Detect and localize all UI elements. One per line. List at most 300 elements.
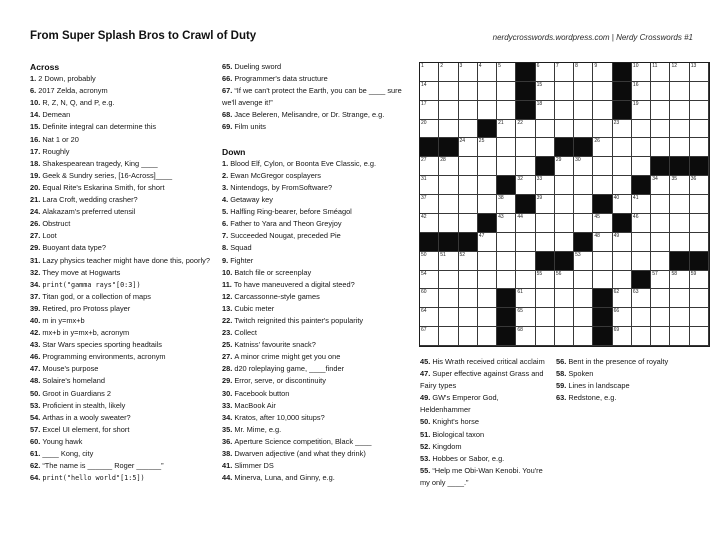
clue-across-61 bbox=[30, 448, 216, 460]
clue-down-55 bbox=[420, 465, 550, 489]
grid-cell[interactable] bbox=[555, 271, 574, 290]
grid-cell[interactable] bbox=[536, 82, 555, 101]
grid-cell[interactable] bbox=[670, 327, 689, 346]
grid-cell[interactable] bbox=[420, 308, 439, 327]
grid-cell[interactable] bbox=[497, 233, 516, 252]
grid-cell[interactable] bbox=[459, 289, 478, 308]
grid-cell[interactable] bbox=[574, 308, 593, 327]
grid-cell[interactable] bbox=[516, 252, 535, 271]
grid-cell[interactable] bbox=[459, 63, 478, 82]
clue-down-23 bbox=[222, 327, 414, 339]
grid-cell[interactable] bbox=[555, 120, 574, 139]
clue-number: 58. bbox=[556, 369, 569, 379]
grid-cell-number: 61 bbox=[517, 289, 523, 296]
grid-cell[interactable] bbox=[459, 157, 478, 176]
clue-down-1 bbox=[222, 158, 414, 170]
clue-text: Equal Rite's Eskarina Smith, for short bbox=[42, 182, 165, 192]
grid-cell[interactable] bbox=[555, 233, 574, 252]
grid-cell[interactable] bbox=[632, 101, 651, 120]
grid-cell[interactable] bbox=[670, 233, 689, 252]
clue-number: 60. bbox=[30, 436, 43, 446]
grid-cell[interactable] bbox=[574, 214, 593, 233]
grid-cell-black bbox=[497, 289, 516, 308]
grid-cell-number: 53 bbox=[575, 251, 581, 258]
grid-cell-black bbox=[555, 252, 574, 271]
grid-cell[interactable] bbox=[632, 214, 651, 233]
clue-number: 53. bbox=[420, 453, 433, 463]
grid-cell[interactable] bbox=[593, 214, 612, 233]
grid-cell[interactable] bbox=[670, 214, 689, 233]
grid-cell[interactable] bbox=[459, 214, 478, 233]
clue-number: 50. bbox=[420, 417, 433, 427]
grid-cell[interactable] bbox=[478, 101, 497, 120]
clue-number: 1. bbox=[30, 74, 39, 84]
clue-text: Facebook button bbox=[234, 388, 290, 398]
grid-cell[interactable] bbox=[478, 138, 497, 157]
grid-cell[interactable] bbox=[574, 252, 593, 271]
grid-cell-number: 63 bbox=[632, 289, 639, 296]
clue-text: Halfling Ring-bearer, before Sméagol bbox=[230, 207, 352, 217]
clue-number: 33. bbox=[222, 400, 235, 410]
grid-cell[interactable] bbox=[555, 289, 574, 308]
clue-text: print("gamma rays"[0:3]) bbox=[42, 280, 141, 289]
clue-text: Kratos, after 10,000 situps? bbox=[234, 412, 325, 422]
clue-text: Spoken bbox=[568, 369, 594, 379]
grid-cell[interactable] bbox=[690, 138, 709, 157]
grid-cell-black bbox=[651, 157, 670, 176]
grid-cell[interactable] bbox=[613, 289, 632, 308]
grid-cell[interactable] bbox=[651, 233, 670, 252]
grid-cell[interactable] bbox=[613, 233, 632, 252]
grid-cell[interactable] bbox=[536, 101, 555, 120]
grid-cell[interactable] bbox=[613, 138, 632, 157]
clue-number: 63. bbox=[556, 393, 569, 403]
clue-number: 28. bbox=[222, 364, 235, 374]
grid-cell[interactable] bbox=[516, 214, 535, 233]
grid-cell-number: 66 bbox=[613, 308, 620, 315]
grid-cell[interactable] bbox=[690, 327, 709, 346]
grid-cell[interactable] bbox=[497, 101, 516, 120]
grid-cell[interactable] bbox=[497, 214, 516, 233]
clue-across-32 bbox=[30, 267, 216, 279]
clue-number: 64. bbox=[30, 473, 43, 483]
grid-cell[interactable] bbox=[555, 82, 574, 101]
grid-cell[interactable] bbox=[593, 252, 612, 271]
clue-number: 11. bbox=[222, 279, 234, 289]
clue-down-10 bbox=[222, 267, 414, 279]
grid-cell[interactable] bbox=[439, 327, 458, 346]
grid-cell[interactable] bbox=[497, 138, 516, 157]
clue-text: Definite integral can determine this bbox=[42, 122, 157, 132]
grid-cell-number: 56 bbox=[555, 270, 562, 277]
grid-cell[interactable] bbox=[420, 120, 439, 139]
grid-cell[interactable] bbox=[420, 176, 439, 195]
grid-cell[interactable] bbox=[670, 120, 689, 139]
grid-cell[interactable] bbox=[420, 82, 439, 101]
grid-cell[interactable] bbox=[555, 176, 574, 195]
grid-cell[interactable] bbox=[574, 327, 593, 346]
clue-text: Collect bbox=[234, 328, 257, 338]
grid-cell[interactable] bbox=[690, 233, 709, 252]
clue-across-42 bbox=[30, 327, 216, 339]
grid-cell[interactable] bbox=[459, 271, 478, 290]
grid-cell[interactable] bbox=[690, 195, 709, 214]
grid-cell[interactable] bbox=[593, 82, 612, 101]
grid-cell-black bbox=[632, 176, 651, 195]
grid-cell[interactable] bbox=[516, 289, 535, 308]
grid-cell[interactable] bbox=[439, 120, 458, 139]
clue-text: Bent in the presence of royalty bbox=[568, 357, 669, 366]
grid-cell[interactable] bbox=[613, 327, 632, 346]
grid-cell[interactable] bbox=[670, 101, 689, 120]
grid-cell[interactable] bbox=[536, 308, 555, 327]
grid-cell[interactable] bbox=[420, 101, 439, 120]
clue-down-7 bbox=[222, 230, 414, 242]
grid-cell[interactable] bbox=[459, 195, 478, 214]
grid-cell-number: 4 bbox=[478, 63, 482, 69]
grid-cell[interactable] bbox=[478, 233, 497, 252]
grid-cell[interactable] bbox=[574, 195, 593, 214]
clue-down-56 bbox=[556, 356, 714, 368]
grid-cell[interactable] bbox=[613, 308, 632, 327]
grid-cell[interactable] bbox=[478, 308, 497, 327]
grid-cell-black bbox=[459, 233, 478, 252]
grid-cell[interactable] bbox=[439, 195, 458, 214]
clue-down-12 bbox=[222, 291, 414, 303]
grid-cell[interactable] bbox=[536, 195, 555, 214]
clue-number: 34. bbox=[30, 279, 43, 289]
grid-cell[interactable] bbox=[574, 157, 593, 176]
clue-number: 8. bbox=[222, 243, 231, 253]
grid-cell[interactable] bbox=[478, 195, 497, 214]
grid-cell[interactable] bbox=[690, 271, 709, 290]
grid-cell[interactable] bbox=[420, 252, 439, 271]
clue-number: 36. bbox=[222, 436, 235, 446]
grid-cell[interactable] bbox=[555, 101, 574, 120]
grid-cell[interactable] bbox=[651, 82, 670, 101]
grid-cell[interactable] bbox=[593, 138, 612, 157]
grid-cell[interactable] bbox=[690, 63, 709, 82]
clue-number: 38. bbox=[222, 449, 235, 458]
grid-cell[interactable] bbox=[439, 157, 458, 176]
grid-cell[interactable] bbox=[632, 195, 651, 214]
clue-down-8 bbox=[222, 242, 414, 254]
grid-cell[interactable] bbox=[670, 308, 689, 327]
clue-text: Cubic meter bbox=[234, 303, 275, 313]
grid-cell[interactable] bbox=[420, 271, 439, 290]
grid-cell[interactable] bbox=[478, 289, 497, 308]
grid-cell[interactable] bbox=[459, 308, 478, 327]
grid-cell-number: 31 bbox=[421, 176, 427, 183]
grid-cell[interactable] bbox=[555, 195, 574, 214]
clue-number: 49. bbox=[420, 393, 433, 403]
grid-cell[interactable] bbox=[670, 289, 689, 308]
clue-text: Mr. Mime, e.g. bbox=[234, 424, 282, 434]
clue-text: 2017 Zelda, acronym bbox=[38, 86, 108, 96]
grid-cell-black bbox=[690, 252, 709, 271]
grid-cell[interactable] bbox=[459, 176, 478, 195]
grid-cell[interactable] bbox=[536, 233, 555, 252]
grid-cell[interactable] bbox=[670, 138, 689, 157]
grid-cell[interactable] bbox=[651, 176, 670, 195]
grid-cell[interactable] bbox=[497, 63, 516, 82]
grid-cell[interactable] bbox=[651, 195, 670, 214]
grid-cell[interactable] bbox=[439, 176, 458, 195]
clue-text: Getaway key bbox=[230, 195, 273, 205]
grid-cell-black bbox=[613, 214, 632, 233]
clue-number: 15. bbox=[30, 122, 43, 132]
grid-cell[interactable] bbox=[439, 101, 458, 120]
clue-across-1 bbox=[30, 73, 216, 85]
down-heading: Down bbox=[222, 146, 246, 157]
grid-cell-number: 25 bbox=[478, 138, 485, 145]
clue-down-5 bbox=[222, 206, 414, 218]
grid-cell[interactable] bbox=[593, 101, 612, 120]
clue-text: Minerva, Luna, and Ginny, e.g. bbox=[234, 473, 335, 483]
clue-text: Kingdom bbox=[432, 441, 462, 451]
down-clues-column-end bbox=[556, 356, 714, 404]
clue-text: Jace Beleren, Melisandre, or Dr. Strange, e.g. bbox=[234, 110, 385, 120]
grid-cell-black bbox=[516, 195, 535, 214]
grid-cell[interactable] bbox=[439, 82, 458, 101]
grid-cell[interactable] bbox=[593, 120, 612, 139]
clue-number: 34. bbox=[222, 412, 235, 422]
clue-text: Geek & Sundry series, [16-Across]____ bbox=[42, 170, 173, 180]
clue-text: Blood Elf, Cylon, or Boonta Eve Classic, e.g. bbox=[230, 158, 377, 168]
clue-text: GW's Emperor God, Heldenhammer bbox=[420, 393, 499, 415]
grid-cell-number: 69 bbox=[613, 327, 620, 334]
grid-cell[interactable] bbox=[439, 214, 458, 233]
clue-text: Katniss' favourite snack? bbox=[234, 340, 316, 350]
grid-cell[interactable] bbox=[555, 63, 574, 82]
grid-cell[interactable] bbox=[690, 289, 709, 308]
grid-cell[interactable] bbox=[613, 157, 632, 176]
clue-down-4 bbox=[222, 194, 414, 206]
clue-down-29 bbox=[222, 375, 414, 387]
grid-cell[interactable] bbox=[593, 233, 612, 252]
grid-cell[interactable] bbox=[497, 157, 516, 176]
grid-cell[interactable] bbox=[690, 308, 709, 327]
grid-cell[interactable] bbox=[478, 157, 497, 176]
grid-cell[interactable] bbox=[555, 327, 574, 346]
clue-number: 13. bbox=[222, 303, 235, 313]
clue-number: 51. bbox=[420, 429, 433, 439]
grid-cell[interactable] bbox=[555, 157, 574, 176]
grid-cell[interactable] bbox=[690, 101, 709, 120]
grid-cell[interactable] bbox=[651, 138, 670, 157]
clue-down-38 bbox=[222, 448, 414, 460]
grid-cell[interactable] bbox=[497, 271, 516, 290]
grid-cell[interactable] bbox=[670, 195, 689, 214]
grid-cell[interactable] bbox=[555, 308, 574, 327]
grid-cell[interactable] bbox=[459, 82, 478, 101]
grid-cell[interactable] bbox=[632, 63, 651, 82]
grid-cell[interactable] bbox=[670, 271, 689, 290]
grid-cell[interactable] bbox=[536, 63, 555, 82]
grid-cell[interactable] bbox=[516, 233, 535, 252]
grid-cell[interactable] bbox=[690, 120, 709, 139]
grid-cell-number: 41 bbox=[632, 195, 639, 202]
grid-cell-black bbox=[690, 157, 709, 176]
grid-cell[interactable] bbox=[574, 82, 593, 101]
grid-cell[interactable] bbox=[613, 176, 632, 195]
grid-cell[interactable] bbox=[613, 120, 632, 139]
grid-cell[interactable] bbox=[651, 252, 670, 271]
grid-cell[interactable] bbox=[420, 289, 439, 308]
clue-across-64 bbox=[30, 472, 216, 484]
grid-cell[interactable] bbox=[459, 101, 478, 120]
grid-cell[interactable] bbox=[459, 327, 478, 346]
grid-cell[interactable] bbox=[459, 138, 478, 157]
clue-text: Groot in Guardians 2 bbox=[42, 388, 111, 398]
grid-cell[interactable] bbox=[478, 82, 497, 101]
clue-across-68 bbox=[222, 109, 414, 121]
clue-text: m in y=mx+b bbox=[42, 315, 85, 325]
clue-down-47 bbox=[420, 368, 550, 392]
grid-cell[interactable] bbox=[478, 176, 497, 195]
grid-cell[interactable] bbox=[593, 157, 612, 176]
grid-cell[interactable] bbox=[670, 176, 689, 195]
grid-cell[interactable] bbox=[574, 271, 593, 290]
grid-cell[interactable] bbox=[632, 308, 651, 327]
grid-cell-black bbox=[574, 138, 593, 157]
grid-cell[interactable] bbox=[516, 308, 535, 327]
grid-cell[interactable] bbox=[536, 138, 555, 157]
grid-cell[interactable] bbox=[439, 289, 458, 308]
grid-cell[interactable] bbox=[478, 327, 497, 346]
grid-cell[interactable] bbox=[439, 63, 458, 82]
clue-number: 50. bbox=[30, 388, 43, 398]
grid-cell-number: 14 bbox=[421, 81, 427, 88]
grid-cell[interactable] bbox=[497, 195, 516, 214]
grid-cell[interactable] bbox=[651, 327, 670, 346]
grid-cell[interactable] bbox=[478, 271, 497, 290]
clue-text: Knight's horse bbox=[432, 417, 479, 427]
grid-cell[interactable] bbox=[536, 289, 555, 308]
grid-cell[interactable] bbox=[574, 101, 593, 120]
grid-cell[interactable] bbox=[516, 120, 535, 139]
grid-cell[interactable] bbox=[555, 214, 574, 233]
grid-cell[interactable] bbox=[420, 157, 439, 176]
grid-cell[interactable] bbox=[632, 327, 651, 346]
grid-cell[interactable] bbox=[670, 63, 689, 82]
grid-cell[interactable] bbox=[536, 120, 555, 139]
clue-text: Twitch reignited this painter's popularity bbox=[234, 315, 364, 325]
grid-cell[interactable] bbox=[516, 176, 535, 195]
grid-cell[interactable] bbox=[651, 120, 670, 139]
grid-cell[interactable] bbox=[670, 82, 689, 101]
clue-across-46 bbox=[30, 351, 216, 363]
grid-cell[interactable] bbox=[593, 63, 612, 82]
grid-cell[interactable] bbox=[516, 138, 535, 157]
grid-cell[interactable] bbox=[478, 252, 497, 271]
grid-cell[interactable] bbox=[420, 214, 439, 233]
grid-cell[interactable] bbox=[593, 271, 612, 290]
grid-cell-black bbox=[593, 327, 612, 346]
grid-cell[interactable] bbox=[497, 82, 516, 101]
grid-cell[interactable] bbox=[651, 271, 670, 290]
clue-across-31 bbox=[30, 255, 216, 267]
grid-cell[interactable] bbox=[459, 252, 478, 271]
grid-cell[interactable] bbox=[651, 289, 670, 308]
grid-cell[interactable] bbox=[690, 214, 709, 233]
clue-text: A minor crime might get you one bbox=[234, 352, 341, 362]
grid-cell-number: 59 bbox=[690, 270, 697, 277]
grid-cell-black bbox=[497, 176, 516, 195]
clue-text: Solaire's homeland bbox=[42, 376, 105, 386]
clue-text: Succeeded Nougat, preceded Pie bbox=[230, 231, 341, 241]
clue-number: 57. bbox=[30, 424, 43, 434]
grid-cell[interactable] bbox=[420, 63, 439, 82]
grid-cell[interactable] bbox=[439, 308, 458, 327]
clue-text: d20 roleplaying game, ____finder bbox=[234, 364, 345, 374]
grid-cell[interactable] bbox=[574, 63, 593, 82]
grid-cell-black bbox=[574, 233, 593, 252]
grid-cell[interactable] bbox=[651, 63, 670, 82]
grid-cell[interactable] bbox=[632, 233, 651, 252]
clue-number: 24. bbox=[30, 207, 43, 217]
grid-cell[interactable] bbox=[593, 176, 612, 195]
clue-text: Mouse's purpose bbox=[42, 364, 99, 374]
grid-cell-number: 24 bbox=[459, 138, 466, 145]
grid-cell-number: 13 bbox=[690, 63, 697, 69]
grid-cell[interactable] bbox=[497, 120, 516, 139]
grid-cell[interactable] bbox=[516, 157, 535, 176]
clue-text: Star Wars species sporting headtails bbox=[42, 340, 162, 350]
clue-across-16 bbox=[30, 134, 216, 146]
grid-cell[interactable] bbox=[439, 271, 458, 290]
grid-cell[interactable] bbox=[651, 214, 670, 233]
grid-cell[interactable] bbox=[574, 120, 593, 139]
grid-cell[interactable] bbox=[613, 271, 632, 290]
grid-cell[interactable] bbox=[613, 195, 632, 214]
grid-cell[interactable] bbox=[632, 82, 651, 101]
grid-cell[interactable] bbox=[459, 120, 478, 139]
grid-cell[interactable] bbox=[690, 176, 709, 195]
clue-number: 45. bbox=[420, 357, 433, 366]
grid-cell[interactable] bbox=[536, 214, 555, 233]
grid-cell[interactable] bbox=[574, 289, 593, 308]
grid-cell[interactable] bbox=[651, 308, 670, 327]
grid-cell[interactable] bbox=[632, 138, 651, 157]
grid-cell[interactable] bbox=[690, 82, 709, 101]
clue-number: 66. bbox=[222, 74, 235, 84]
grid-cell[interactable] bbox=[516, 271, 535, 290]
grid-cell[interactable] bbox=[651, 101, 670, 120]
clue-text: Roughly bbox=[42, 146, 70, 156]
grid-cell[interactable] bbox=[613, 252, 632, 271]
grid-cell[interactable] bbox=[536, 176, 555, 195]
clue-number: 3. bbox=[222, 182, 231, 192]
grid-cell[interactable] bbox=[420, 327, 439, 346]
grid-cell[interactable] bbox=[632, 252, 651, 271]
grid-cell[interactable] bbox=[536, 271, 555, 290]
grid-cell[interactable] bbox=[632, 289, 651, 308]
grid-cell[interactable] bbox=[536, 327, 555, 346]
grid-cell[interactable] bbox=[632, 157, 651, 176]
grid-cell[interactable] bbox=[497, 252, 516, 271]
clue-number: 29. bbox=[222, 376, 235, 386]
grid-cell-number: 60 bbox=[421, 289, 427, 296]
grid-cell[interactable] bbox=[478, 63, 497, 82]
grid-cell[interactable] bbox=[439, 252, 458, 271]
grid-cell[interactable] bbox=[632, 120, 651, 139]
grid-cell[interactable] bbox=[574, 176, 593, 195]
clue-number: 25. bbox=[222, 340, 235, 350]
grid-cell[interactable] bbox=[516, 327, 535, 346]
across-clues-column bbox=[30, 61, 216, 484]
grid-cell[interactable] bbox=[420, 195, 439, 214]
